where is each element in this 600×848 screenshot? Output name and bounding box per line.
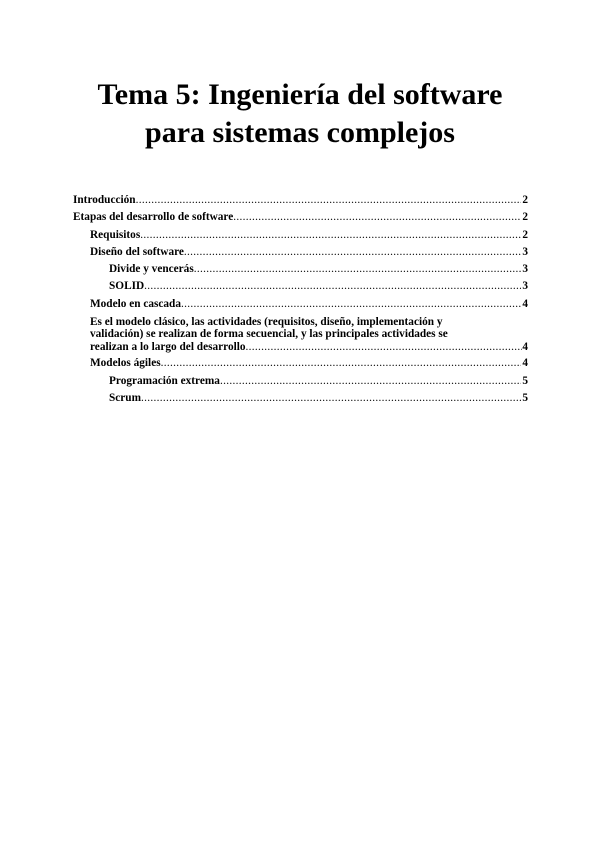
toc-leader-dots — [194, 261, 522, 278]
toc-page-number: 4 — [522, 340, 528, 353]
toc-entry-label: Diseño del software — [90, 245, 184, 258]
toc-leader-dots — [141, 390, 521, 407]
toc-entry-diseno[interactable] — [73, 244, 528, 261]
toc-page-number: 3 — [522, 245, 528, 258]
toc-page-number: 2 — [522, 228, 528, 241]
toc-leader-dots — [140, 227, 521, 244]
toc-entry-label: Scrum — [109, 391, 142, 404]
toc-entry-label-line-3: realizan a lo largo del desarrollo — [90, 340, 246, 353]
toc-entry-label-line-1: Es el modelo clásico, las actividades (requisitos, diseño, implementación y — [90, 316, 443, 329]
title-line-2: para sistemas complejos — [145, 116, 455, 149]
toc-entry-label: SOLID — [109, 280, 145, 293]
toc-leader-dots — [181, 296, 521, 313]
title-line-1: Tema 5: Ingeniería del software — [97, 78, 503, 111]
table-of-contents — [73, 192, 528, 407]
toc-entry-divide[interactable] — [73, 261, 528, 278]
toc-entry-label: Etapas del desarrollo de software — [73, 211, 234, 224]
toc-leader-dots — [220, 373, 521, 390]
toc-leader-dots — [246, 341, 523, 353]
toc-entry-label: Introducción — [73, 194, 136, 206]
toc-page-number: 5 — [522, 374, 528, 387]
toc-entry-solid[interactable] — [73, 278, 528, 295]
toc-page-number: 4 — [522, 357, 528, 370]
toc-entry-modelo-clasico[interactable] — [73, 316, 528, 353]
toc-page-number: 4 — [522, 297, 528, 310]
toc-page-number: 5 — [522, 391, 528, 404]
toc-entry-cascada[interactable] — [73, 296, 528, 313]
toc-entry-programacion-extrema[interactable] — [73, 373, 528, 390]
toc-entry-introduccion[interactable] — [73, 192, 528, 209]
toc-entry-scrum[interactable] — [73, 390, 528, 407]
toc-leader-dots — [136, 192, 522, 209]
toc-leader-dots — [233, 209, 521, 226]
toc-leader-dots — [144, 278, 521, 295]
toc-entry-label: Modelo en cascada — [90, 297, 181, 310]
toc-page-number: 3 — [522, 280, 528, 293]
toc-entry-label-line-2: validación) se realizan de forma secuencial, y las principales actividades se — [90, 328, 448, 341]
toc-page-number: 3 — [522, 263, 528, 276]
toc-entry-label: Requisitos — [90, 228, 141, 241]
toc-entry-requisitos[interactable] — [73, 227, 528, 244]
document-title — [60, 76, 540, 152]
toc-leader-dots — [161, 355, 522, 372]
toc-entry-label: Modelos ágiles — [90, 357, 161, 370]
toc-entry-etapas[interactable] — [73, 209, 528, 226]
toc-page-number: 2 — [522, 194, 528, 206]
toc-leader-dots — [184, 244, 521, 261]
toc-page-number: 2 — [522, 211, 528, 224]
toc-entry-label: Divide y vencerás — [109, 263, 194, 276]
toc-entry-label: Programación extrema — [109, 374, 220, 387]
toc-entry-agiles[interactable] — [73, 355, 528, 372]
